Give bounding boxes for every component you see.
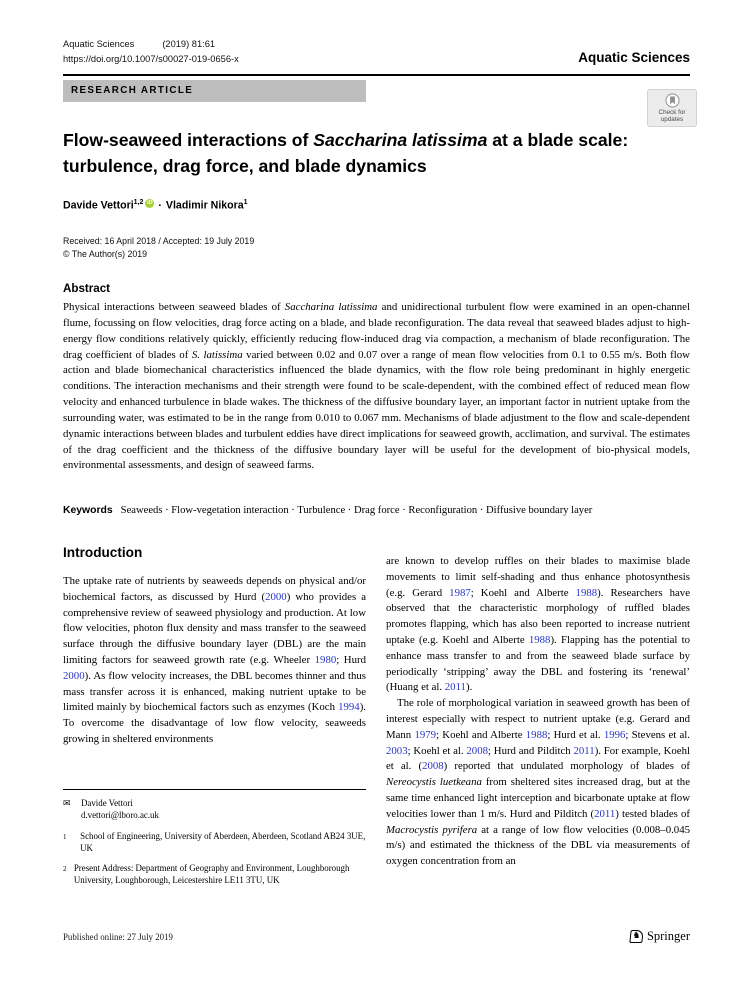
publisher-name: Springer (646, 929, 690, 943)
text-segment: are known to develop ruffles on their blades to maximise blade movements to limit self-shading and thus enhance photosynthesis (e.g. Gerard (386, 555, 690, 599)
column-left (63, 545, 366, 748)
page-footer (63, 929, 690, 944)
citation-link[interactable]: 2003 (386, 744, 408, 757)
species-name-italic: Saccharina latissima (313, 130, 488, 150)
citation-link[interactable]: 2011 (573, 744, 595, 757)
intro-paragraph-left (63, 574, 366, 748)
affiliation-sup: 1 (63, 833, 67, 842)
text-segment: The role of morphological variation in seaweed growth has been of interest especially with respect to nutrient uptake (e.g. Gerard and Mann (386, 697, 690, 741)
text-segment: ) tested blades of (615, 807, 690, 820)
text-segment: at a range of low flow velocities (0.008–0.045 m/s) and estimated the thickness of the DBL via measurements of oxygen concentration from an (386, 823, 690, 868)
species-name-italic: Saccharina latissima (284, 301, 378, 313)
citation-link[interactable]: 1994 (338, 701, 360, 714)
footnotes-block (63, 789, 366, 896)
text-segment: ). To overcome the disadvantage of low flow velocity, seaweeds growing in sheltered environments (63, 701, 366, 745)
citation-link[interactable]: 2000 (63, 669, 85, 682)
text-segment: ; Hurd et al. (547, 728, 604, 741)
header-rule (63, 74, 690, 76)
article-dates (63, 235, 254, 261)
header-meta (63, 37, 239, 67)
text-segment: ). For example, Koehl et al. ( (386, 744, 690, 773)
correspondence-name: Davide Vettori (81, 798, 133, 808)
text-segment: Physical interactions between seaweed blades of (63, 301, 285, 313)
species-name-italic: Macrocystis pyrifera (386, 823, 478, 836)
text-segment: ). (465, 681, 473, 694)
received-accepted: Received: 16 April 2018 / Accepted: 19 July 2019 (63, 236, 255, 246)
text-segment: The uptake rate of nutrients by seaweeds depends on physical and/or biochemical factors, as discussed by Hurd ( (63, 575, 366, 603)
citation-link[interactable]: 1988 (575, 586, 598, 599)
column-right (386, 554, 690, 870)
text-segment: ) reported that undulated morphology of blades of (443, 760, 690, 773)
text-segment: ; Stevens et al. (625, 728, 691, 741)
citation-link[interactable]: 1987 (449, 586, 471, 599)
springer-logo (630, 929, 690, 944)
species-name-italic: S. latissima (191, 348, 243, 361)
check-badge-label: Check for updates (658, 109, 686, 123)
abstract-heading: Abstract (63, 282, 111, 295)
envelope-icon: ✉ (63, 798, 71, 808)
text-segment: ). As flow velocity increases, the DBL becomes thinner and thus mass transfer across it is enhanced, making nutrient uptake to be limited mainly by biochemical factors such as enzymes (Koch (63, 669, 366, 714)
citation-link[interactable]: 2011 (594, 807, 616, 820)
citation-link[interactable]: 2008 (466, 744, 488, 757)
text-segment: ; Hurd and Pilditch (487, 744, 574, 757)
species-name-italic: Nereocystis luetkeana (386, 776, 482, 789)
author-affiliation-sup: 1,2 (133, 199, 144, 206)
text-segment: ; Koehl and Alberte (470, 586, 576, 599)
text-segment: varied between 0.02 and 0.07 over a range of mean flow velocities from 0.1 to 0.55 m/s. Both flow action and blade biomechanical characteristics influenced the blade dynamics, with the flow role being predominant in highly energetic conditions. The interaction mechanisms and their strength were found to be scale-dependent, with the combined effect of reduced mean flow velocity and enhanced turbulence in blade wakes. The thickness of the diffusive boundary layer, an important factor in nutrient uptake from the surrounding water, was estimated to be in the range from 0.010 to 0.067 mm. Mechanisms of blade adjustment to the flow and scale-dependent dynamic interactions between blades and turbulent eddies have direct implications for seaweed growth, acclimation, and survival. The estimates of the drag coefficient and the thickness of the diffusive boundary layer will be useful for the development of bio-physical models, environmental assessments, and design of seaweed farms. (63, 348, 690, 472)
author-line (63, 199, 690, 212)
citation-link[interactable]: 1980 (314, 653, 337, 666)
citation-link[interactable]: 1996 (603, 728, 626, 741)
text-segment: from sheltered sites increased drag, but at the same time enhanced light interception and bicarbonate uptake at flow velocities lower than 1 m/s. Hurd and Pilditch ( (386, 776, 690, 820)
keywords-text: Seaweeds · Flow-vegetation interaction · Turbulence · Drag force · Reconfiguration · Diffusive boundary layer (120, 505, 593, 516)
springer-knight-icon: ♞ (629, 930, 643, 943)
citation-link[interactable]: 2011 (444, 681, 466, 694)
affiliation-text: Present Address: Department of Geography and Environment, Loughborough University, Loughborough, Leicestershire LE11 3TU, UK (73, 863, 350, 885)
abstract-section (63, 282, 690, 474)
affiliation-text: School of Engineering, University of Aberdeen, Aberdeen, Scotland AB24 3UE, UK (80, 831, 366, 853)
text-segment: ; Hurd (336, 653, 366, 666)
article-type-badge: RESEARCH ARTICLE (63, 80, 366, 102)
introduction-heading: Introduction (63, 545, 143, 560)
abstract-body (63, 300, 690, 474)
published-online: Published online: 27 July 2019 (63, 931, 173, 942)
affiliation-note (63, 831, 366, 854)
citation-link[interactable]: 1988 (525, 728, 548, 741)
orcid-icon[interactable]: iD (147, 200, 153, 206)
doi-link[interactable]: https://doi.org/10.1007/s00027-019-0656-x (63, 54, 239, 64)
intro-paragraph-right-2 (386, 696, 690, 870)
citation-link[interactable]: 2008 (422, 760, 444, 773)
citation-link[interactable]: 1979 (414, 728, 437, 741)
article-title: Flow-seaweed interactions of Saccharina latissima at a blade scale: turbulence, drag force, and blade dynamics (63, 130, 629, 176)
check-for-updates-badge[interactable] (647, 89, 697, 127)
correspondence-email[interactable]: d.vettori@lboro.ac.uk (81, 809, 159, 820)
author-name: Davide Vettori (63, 199, 134, 212)
bookmark-circle-icon (665, 93, 680, 108)
author-separator: · (158, 199, 162, 212)
intro-paragraph-right-1 (386, 554, 690, 696)
author-name: Vladimir Nikora (165, 199, 244, 212)
keywords-line (63, 505, 690, 516)
text-segment: ; Koehl et al. (407, 744, 467, 757)
correspondence-note (63, 798, 366, 821)
text-segment: ). Flapping has the potential to enhance mass transfer to and from the seaweed blade surface by periodically ‘stripping’ away the DBL and fostering its ‘renewal’ (Huang et al. (386, 633, 690, 694)
running-head-journal-name: Aquatic Sciences (578, 50, 690, 65)
affiliation-note (63, 863, 366, 886)
text-segment: Flow-seaweed interactions of (63, 130, 314, 150)
author-affiliation-sup: 1 (243, 199, 248, 206)
citation-link[interactable]: 2000 (265, 590, 287, 603)
affiliation-sup: 2 (63, 865, 67, 874)
citation-link[interactable]: 1988 (528, 633, 551, 646)
journal-citation: Aquatic Sciences (2019) 81:61 (63, 39, 216, 49)
text-segment: ). Researchers have observed that the characteristic morphology of ruffled blades promotes flapping, which has also been reported to increase nutrient uptake (e.g. Koehl and Alberte (386, 586, 690, 646)
text-segment: ; Koehl and Alberte (436, 728, 526, 741)
keywords-label: Keywords (63, 505, 113, 516)
text-segment: ) who provides a comprehensive review of seaweed physiology and production. At low flow velocities, photon flux density and mass transfer to the seaweed surface through the diffusive boundary layer (DBL) are the main limiting factors for seaweed growth rate (e.g. Wheeler (63, 590, 366, 666)
copyright-line: © The Author(s) 2019 (63, 249, 148, 259)
text-segment: at a blade scale: (487, 130, 629, 150)
text-segment: and unidirectional turbulent flow were examined in an open-channel flume, focussing on flow velocities, drag force acting on a blade, and blade reconfiguration. The data reveal that seaweed blades adjust to high-energy flow conditions relatively quickly, efficiently reducing flow-induced drag via compaction, a mechanism of blade reconfiguration. The drag coefficient of blades of (63, 301, 690, 361)
